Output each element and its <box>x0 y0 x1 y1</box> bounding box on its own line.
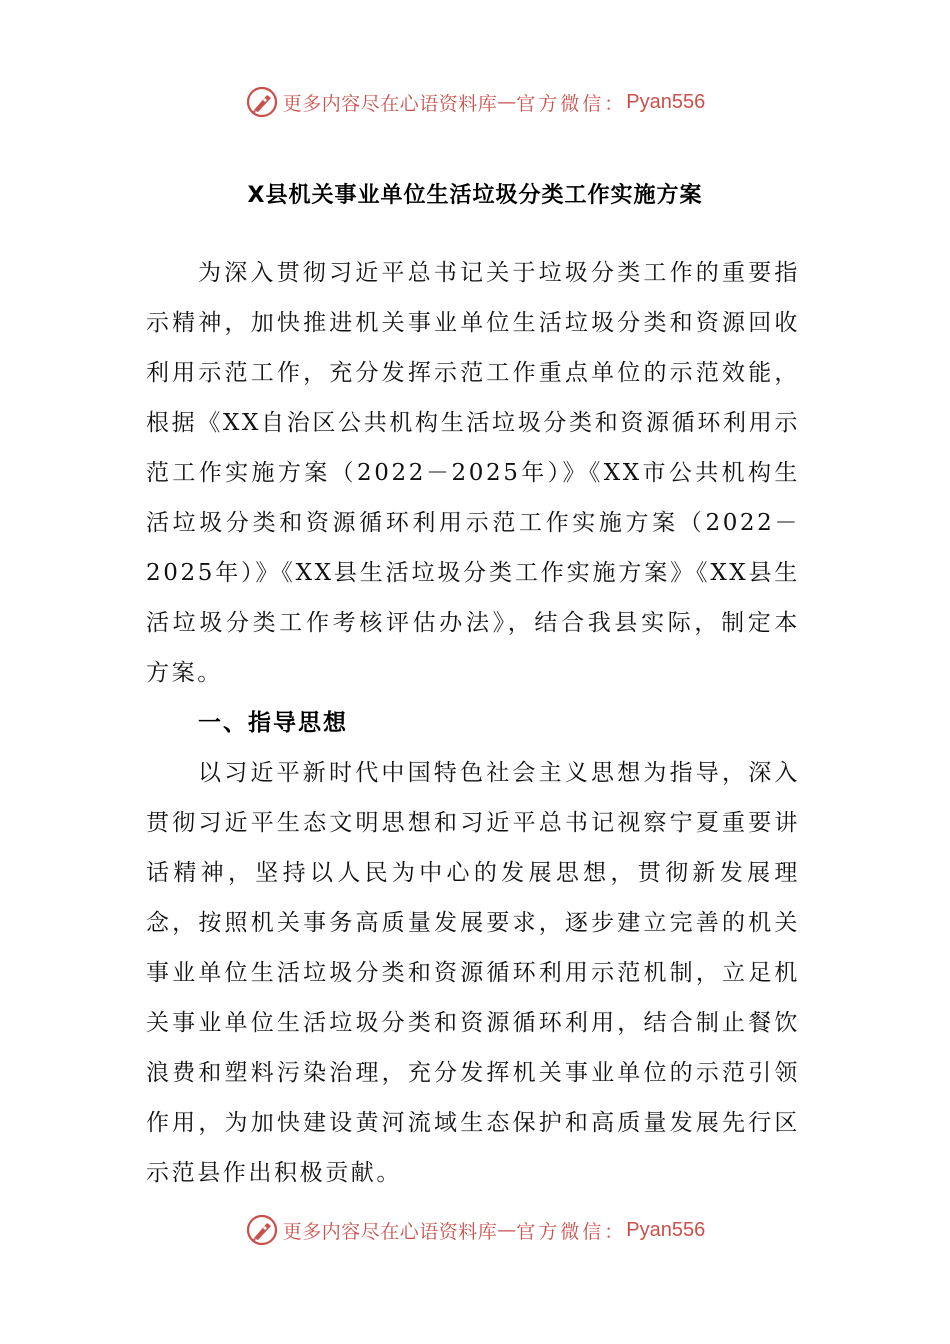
header-watermark <box>0 82 950 122</box>
document-body <box>146 248 800 1198</box>
document-title: X县机关事业单位生活垃圾分类工作实施方案 <box>247 183 703 208</box>
section-paragraph-guiding-thought: 以习近平新时代中国特色社会主义思想为指导，深入贯彻习近平生态文明思想和习近平总书记视察宁夏重要讲话精神，坚持以人民为中心的发展思想，贯彻新发展理念，按照机关事务高质量发展要求，逐步建立完善的机关事业单位生活垃圾分类和资源循环利用示范机制，立足机关事业单位生活垃圾分类和资源循环利用，结合制止餐饮浪费和塑料污染治理，充分发挥机关事业单位的示范引领作用，为加快建设黄河流域生态保护和高质量发展先行区示范县作出积极贡献。 <box>146 760 800 1186</box>
pen-nib-logo-icon <box>245 1213 279 1247</box>
watermark-separator: — <box>497 1219 517 1241</box>
watermark-brand-text: 更多内容尽在心语资料库 <box>282 92 498 115</box>
footer-watermark <box>0 1210 950 1250</box>
intro-paragraph: 为深入贯彻习近平总书记关于垃圾分类工作的重要指示精神，加快推进机关事业单位生活垃圾分类和资源回收利用示范工作，充分发挥示范工作重点单位的示范效能，根据《XX自治区公共机构生活垃圾分类和资源循环利用示范工作实施方案（2022－2025年）》《XX市公共机构生活垃圾分类和资源循环利用示范工作实施方案（2022－2025年）》《XX县生活垃圾分类工作实施方案》《XX县生活垃圾分类工作考核评估办法》，结合我县实际，制定本方案。 <box>146 260 800 686</box>
section-heading-guiding-thought: 一、指导思想 <box>198 710 348 736</box>
watermark-separator: — <box>497 91 517 113</box>
watermark-wechat-label: 官方微信： <box>516 1220 627 1243</box>
watermark-wechat-id: Pyan556 <box>626 90 706 113</box>
pen-nib-logo-icon <box>245 85 279 119</box>
watermark-wechat-id: Pyan556 <box>626 1218 706 1241</box>
watermark-brand-text: 更多内容尽在心语资料库 <box>282 1220 498 1243</box>
watermark-wechat-label: 官方微信： <box>516 92 627 115</box>
